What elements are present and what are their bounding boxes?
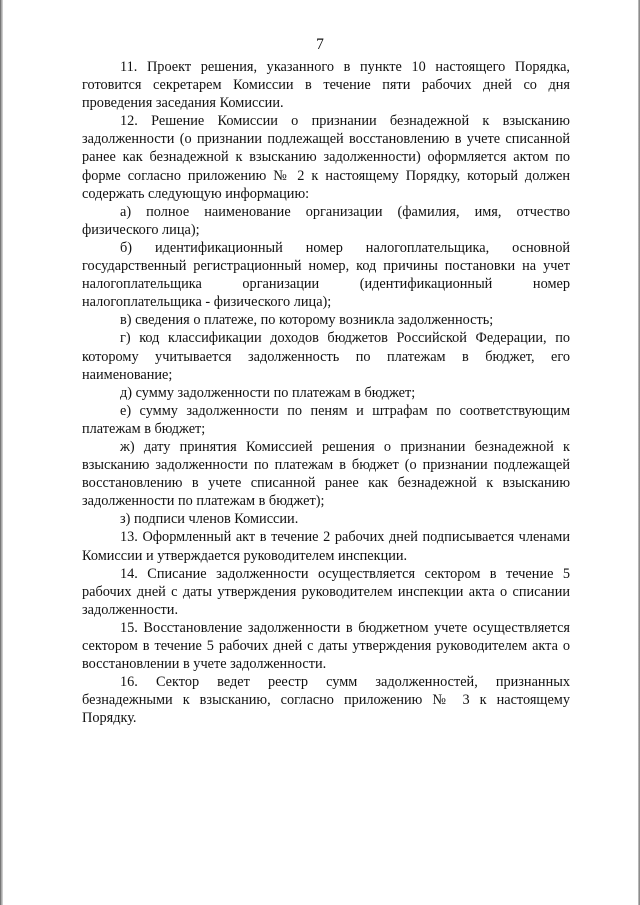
list-item-z: з) подписи членов Комиссии. (120, 511, 299, 528)
list-item-b: б) идентификационный номер налогоплательщика, основной государственный регистрационный номер, код причины постановки на учет налогоплательщика организации (идентификационный номер налогоплательщика - физического лица); (82, 239, 570, 311)
paragraph-11: 11. Проект решения, указанного в пункте 10 настоящего Порядка, готовится секретарем Комиссии в течение пяти рабочих дней со дня проведения заседания Комиссии. (82, 59, 570, 112)
paragraph-12: 12. Решение Комиссии о признании безнадежной к взысканию задолженности (о признании подлежащей восстановлению в учете списанной ранее как безнадежной к взысканию задолженности) оформляется актом по форме согласно приложению № 2 к настоящему Порядку, который должен содержать следующую информацию: (82, 113, 570, 202)
list-item-g: г) код классификации доходов бюджетов Российской Федерации, по которому учитывается задолженность по платежам в бюджет, его наименование; (82, 330, 570, 383)
list-item-a: а) полное наименование организации (фамилия, имя, отчество физического лица); (82, 203, 570, 238)
page-number: 7 (316, 36, 324, 53)
paragraph-16: 16. Сектор ведет реестр сумм задолженностей, признанных безнадежными к взысканию, согласно приложению № 3 к настоящему Порядку. (82, 674, 570, 727)
paragraph-13: 13. Оформленный акт в течение 2 рабочих дней подписывается членами Комиссии и утверждается руководителем инспекции. (82, 529, 570, 564)
list-item-zh: ж) дату принятия Комиссией решения о признании безнадежной к взысканию задолженности по платежам в бюджет (о признании подлежащей восстановлению в учете списанной ранее как безнадежной к взысканию задолженности по платежам в бюджет); (82, 438, 570, 510)
list-item-v: в) сведения о платеже, по которому возникла задолженность; (120, 312, 494, 329)
document-body (82, 58, 570, 727)
paragraph-15: 15. Восстановление задолженности в бюджетном учете осуществляется сектором в течение 5 рабочих дней с даты утверждения руководителем акта о восстановлении в учете задолженности. (82, 619, 570, 673)
list-item-e: е) сумму задолженности по пеням и штрафам по соответствующим платежам в бюджет; (82, 402, 570, 437)
paragraph-14: 14. Списание задолженности осуществляется сектором в течение 5 рабочих дней с даты утверждения руководителем инспекции акта о списании задолженности. (82, 565, 570, 618)
list-item-d: д) сумму задолженности по платежам в бюджет; (120, 384, 416, 401)
scan-left-edge (0, 0, 3, 905)
